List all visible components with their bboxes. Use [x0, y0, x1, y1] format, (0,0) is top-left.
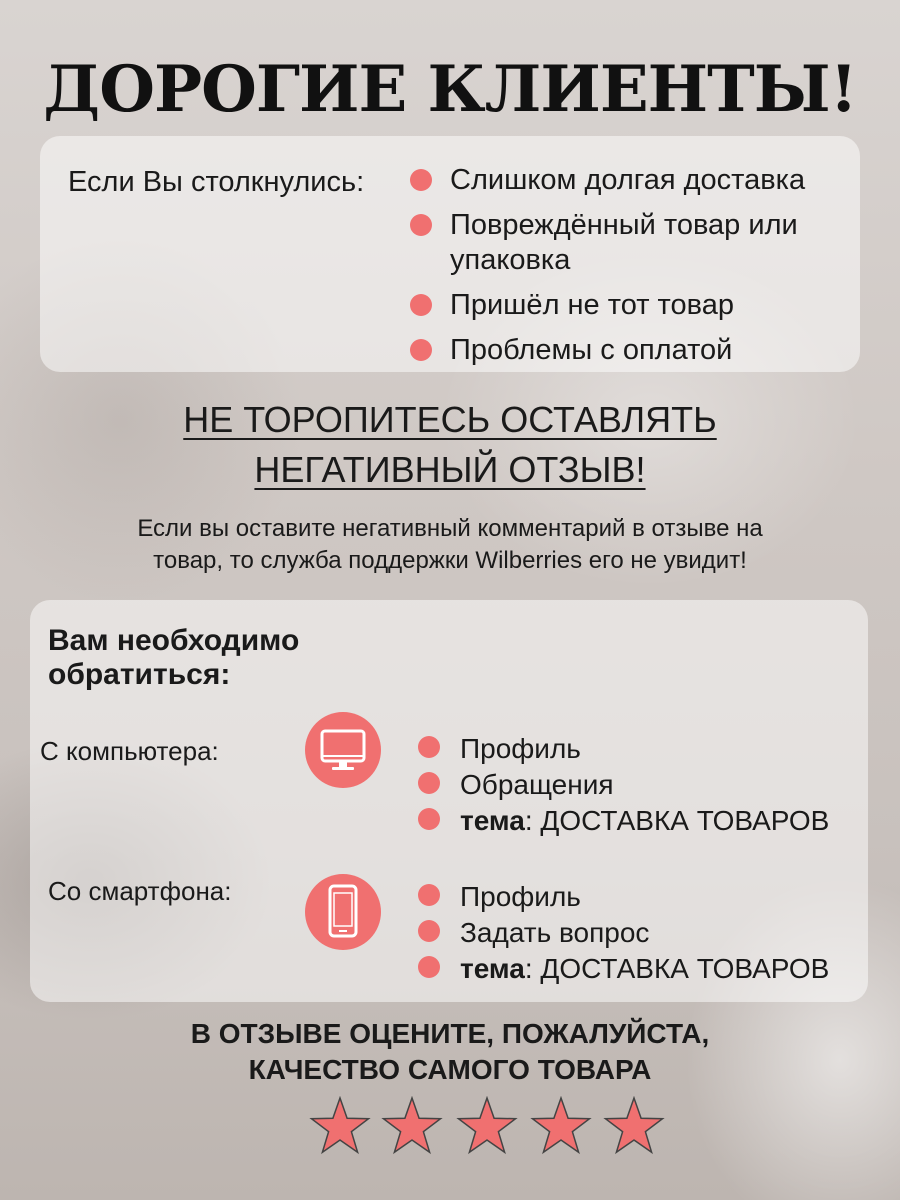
- computer-topic: тема: ДОСТАВКА ТОВАРОВ: [460, 805, 830, 836]
- bullet-dot: [418, 772, 440, 794]
- note-line2: товар, то служба поддержки Wilberries его не увидит!: [153, 547, 747, 574]
- bullet-dot: [418, 808, 440, 830]
- computer-step: Обращения: [460, 769, 614, 800]
- bullet-dot: [410, 339, 432, 361]
- star-icon: [606, 1098, 663, 1152]
- monitor-icon: [305, 712, 381, 788]
- issue-item: Пришёл не тот товар: [450, 289, 734, 321]
- headline-line2: НЕГАТИВНЫЙ ОТЗЫВ!: [254, 449, 646, 490]
- star-icon: [533, 1098, 590, 1152]
- bullet-dot: [410, 214, 432, 236]
- bullet-dot: [410, 169, 432, 191]
- note-line1: Если вы оставите негативный комментарий в отзыве на: [137, 515, 763, 542]
- page-title: ДОРОГИЕ КЛИЕНТЫ!: [43, 52, 857, 127]
- issue-item: Повреждённый товар или: [450, 209, 798, 241]
- star-icon: [384, 1098, 441, 1152]
- rating-request: В ОТЗЫВЕ ОЦЕНИТЕ, ПОЖАЛУЙСТА, КАЧЕСТВО САМОГО ТОВАРА: [190, 1018, 710, 1085]
- contact-heading: Вам необходимо обратиться:: [48, 624, 300, 691]
- bullet-dot: [418, 956, 440, 978]
- issue-item: Слишком долгая доставка: [450, 164, 806, 196]
- issue-item: Проблемы с оплатой: [450, 334, 733, 366]
- issue-item-continuation: упаковка: [450, 244, 571, 276]
- issues-lead: Если Вы столкнулись:: [68, 166, 365, 198]
- star-icon: [459, 1098, 516, 1152]
- phone-topic: тема: ДОСТАВКА ТОВАРОВ: [460, 953, 830, 984]
- computer-label: С компьютера:: [40, 736, 219, 766]
- phone-step: Задать вопрос: [460, 917, 650, 948]
- bullet-dot: [418, 920, 440, 942]
- rating-stars: [0, 1096, 900, 1156]
- note-text: [0, 513, 900, 577]
- phone-step: Профиль: [460, 881, 581, 912]
- bullet-dot: [410, 294, 432, 316]
- bullet-dot: [418, 736, 440, 758]
- headline-line1: НЕ ТОРОПИТЕСЬ ОСТАВЛЯТЬ: [183, 399, 717, 440]
- phone-label: Со смартфона:: [48, 876, 232, 906]
- computer-step: Профиль: [460, 733, 581, 764]
- bullet-dot: [418, 884, 440, 906]
- smartphone-icon: [305, 874, 381, 950]
- star-icon: [312, 1098, 369, 1152]
